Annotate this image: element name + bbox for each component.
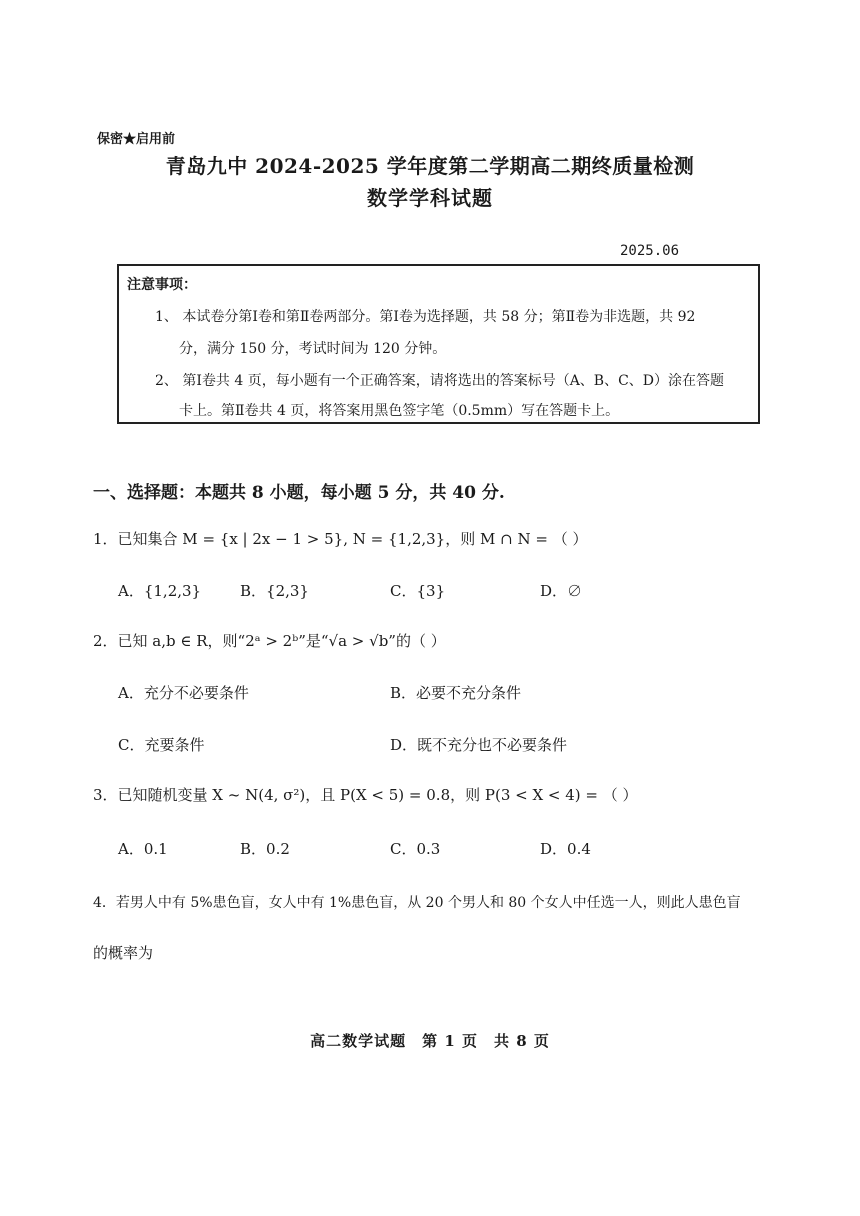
question-1-stem: 1．已知集合 M = {x | 2x − 1 > 5}, N = {1,2,3}，则 M ∩ N = （ ） (93, 530, 588, 548)
question-4-stem-line-2: 的概率为 (93, 944, 154, 962)
notice-item-1-line-1: 1、 本试卷分第Ⅰ卷和第Ⅱ卷两部分。第Ⅰ卷为选择题，共 58 分；第Ⅱ卷为非选题，共 92 (155, 309, 696, 325)
notice-box (117, 264, 760, 424)
question-1-option-d: D．∅ (540, 582, 583, 600)
question-2-option-c: C．充要条件 (118, 736, 205, 754)
question-4-stem-line-1: 4．若男人中有 5%患色盲，女人中有 1%患色盲，从 20 个男人和 80 个女人中任选一人，则此人患色盲 (93, 895, 741, 911)
question-1-option-a: A．{1,2,3} (118, 582, 202, 600)
notice-item-1-line-2: 分，满分 150 分，考试时间为 120 分钟。 (179, 341, 447, 357)
question-3-option-d: D．0.4 (540, 840, 591, 858)
exam-subtitle: 数学学科试题 (367, 186, 493, 210)
question-3-option-b: B．0.2 (240, 840, 290, 858)
exam-title: 青岛九中 2024-2025 学年度第二学期高二期终质量检测 (165, 154, 695, 178)
question-3-option-a: A．0.1 (118, 840, 168, 858)
question-2-option-d: D．既不充分也不必要条件 (390, 736, 568, 754)
question-2-option-b: B．必要不充分条件 (390, 684, 522, 702)
exam-date: 2025.06 (620, 243, 680, 259)
question-1-option-b: B．{2,3} (240, 582, 309, 600)
notice-item-2-line-1: 2、 第Ⅰ卷共 4 页，每小题有一个正确答案，请将选出的答案标号（A、B、C、D）涂在答题 (155, 373, 725, 389)
question-2-option-a: A．充分不必要条件 (118, 684, 249, 702)
section-heading: 一、选择题：本题共 8 小题，每小题 5 分，共 40 分. (93, 483, 505, 503)
confidential-label: 保密★启用前 (97, 132, 176, 147)
notice-item-2-line-2: 卡上。第Ⅱ卷共 4 页，将答案用黑色签字笔（0.5mm）写在答题卡上。 (179, 403, 620, 419)
question-3-stem: 3．已知随机变量 X ~ N(4, σ²)，且 P(X < 5) = 0.8，则 P(3 < X < 4) = （ ） (93, 786, 638, 804)
question-3-option-c: C．0.3 (390, 840, 441, 858)
notice-title: 注意事项： (127, 277, 197, 293)
question-2-stem: 2．已知 a,b ∈ R，则“2ᵃ > 2ᵇ”是“√a > √b”的（ ） (93, 632, 446, 650)
page-footer: 高二数学试题 第 1 页 共 8 页 (310, 1032, 550, 1050)
question-1-option-c: C．{3} (390, 582, 446, 600)
